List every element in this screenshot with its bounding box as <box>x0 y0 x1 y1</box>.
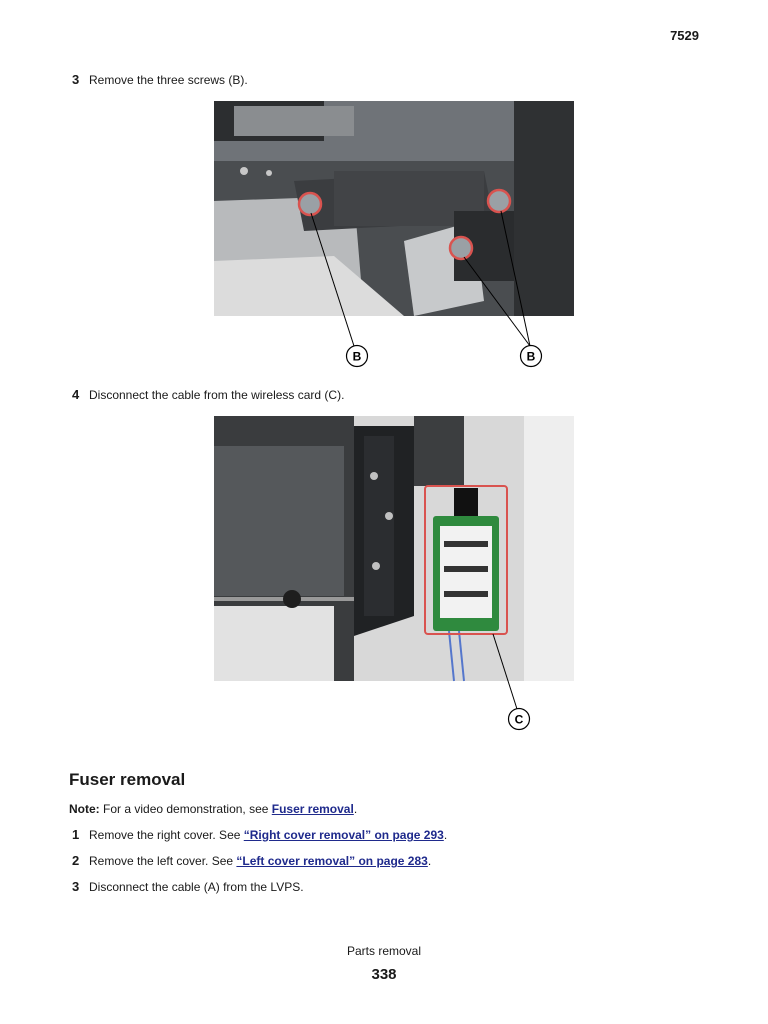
right-cover-removal-link[interactable]: “Right cover removal” on page 293 <box>243 828 444 842</box>
note-label: Note: <box>69 802 100 816</box>
callout-b: B <box>526 349 536 364</box>
note-end: . <box>353 802 358 816</box>
step-3-lvps <box>72 879 304 895</box>
screw-highlight <box>299 193 321 215</box>
step-text: Remove the three screws (B). <box>89 73 248 87</box>
fuser-removal-video-link[interactable]: Fuser removal <box>271 802 354 816</box>
step-number: 3 <box>72 879 80 894</box>
step-number: 2 <box>72 853 80 868</box>
step-end: . <box>427 854 432 868</box>
step-1 <box>72 827 447 843</box>
step-number: 3 <box>72 72 80 87</box>
footer-label: Parts removal <box>346 944 422 958</box>
step-number: 1 <box>72 827 80 842</box>
note-text: For a video demonstration, see <box>99 802 272 816</box>
step-text: Remove the right cover. See <box>89 828 244 842</box>
screw-highlight <box>488 190 510 212</box>
page-number: 338 <box>371 966 397 983</box>
step-text: Disconnect the cable (A) from the LVPS. <box>89 880 304 894</box>
step-text: Remove the left cover. See <box>89 854 237 868</box>
screw-highlight <box>450 237 472 259</box>
step-number: 4 <box>72 387 80 402</box>
step-text: Disconnect the cable from the wireless card (C). <box>89 388 345 402</box>
wireless-card-figure <box>214 416 574 738</box>
callout-b: B <box>352 349 362 364</box>
left-cover-removal-link[interactable]: “Left cover removal” on page 283 <box>236 854 428 868</box>
step-end: . <box>443 828 448 842</box>
screws-figure <box>214 101 574 377</box>
note <box>69 802 357 816</box>
section-title: Fuser removal <box>69 770 186 789</box>
step-3 <box>72 72 248 88</box>
step-2 <box>72 853 431 869</box>
callout-c: C <box>514 712 524 727</box>
model-number: 7529 <box>670 28 699 43</box>
step-4 <box>72 387 344 403</box>
